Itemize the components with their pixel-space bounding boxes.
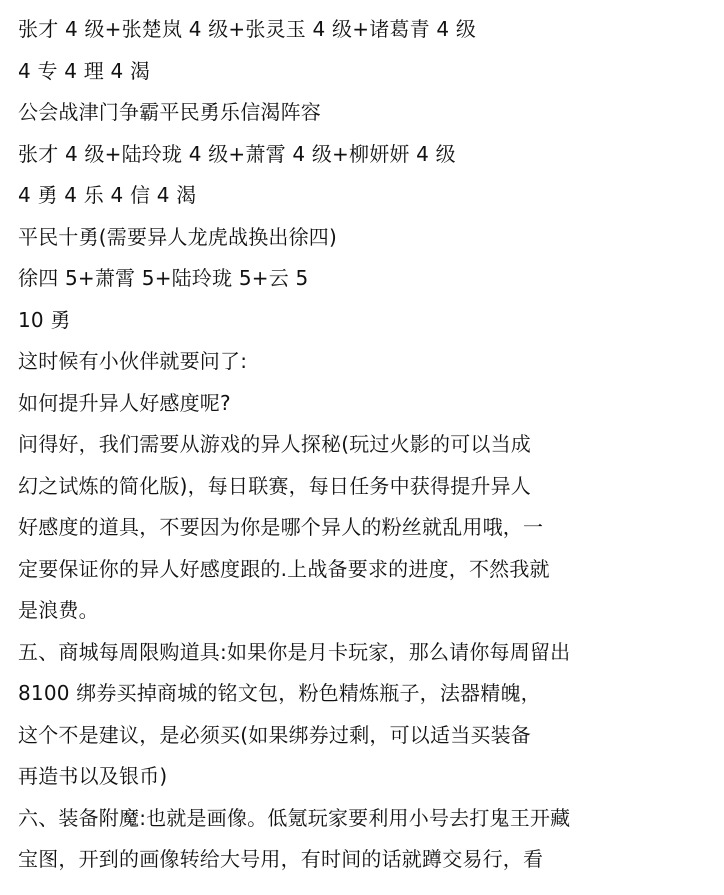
- section-heading: 公会战津门争霸平民勇乐信渴阵容: [18, 100, 321, 124]
- text-line: 张才 4 级+陆玲珑 4 级+萧霄 4 级+柳妍妍 4 级: [18, 141, 456, 166]
- text-line: 4 勇 4 乐 4 信 4 渴: [18, 183, 197, 207]
- paragraph-line: 再造书以及银币): [18, 764, 168, 788]
- paragraph-line: 宝图，开到的画像转给大号用，有时间的话就蹲交易行，看: [18, 847, 544, 871]
- paragraph-line: 好感度的道具，不要因为你是哪个异人的粉丝就乱用哦，一: [18, 515, 544, 539]
- text-line: 这时候有小伙伴就要问了:: [18, 349, 248, 373]
- paragraph-line: 这个不是建议，是必须买(如果绑券过剩，可以适当买装备: [18, 722, 532, 747]
- paragraph-line: 定要保证你的异人好感度跟的.上战备要求的进度，不然我就: [18, 556, 550, 581]
- section-heading: 平民十勇(需要异人龙虎战换出徐四): [18, 224, 338, 249]
- paragraph-line: 幻之试炼的简化版)，每日联赛，每日任务中获得提升异人: [18, 473, 532, 498]
- text-line: 如何提升异人好感度呢?: [18, 390, 231, 415]
- paragraph-line: 五、商城每周限购道具:如果你是月卡玩家，那么请你每周留出: [18, 639, 571, 664]
- text-line: 10 勇: [18, 307, 71, 332]
- paragraph-line: 问得好，我们需要从游戏的异人探秘(玩过火影的可以当成: [18, 432, 532, 456]
- text-line: 4 专 4 理 4 渴: [18, 58, 151, 83]
- paragraph-line: 是浪费。: [18, 598, 99, 622]
- paragraph-line: 8100 绑券买掉商城的铭文包，粉色精炼瓶子，法器精魄，: [18, 681, 541, 705]
- article-body: [18, 9, 718, 881]
- text-line: 张才 4 级+张楚岚 4 级+张灵玉 4 级+诸葛青 4 级: [18, 17, 477, 41]
- paragraph-line: 六、装备附魔:也就是画像。低氪玩家要利用小号去打鬼王开藏: [18, 805, 571, 830]
- text-line: 徐四 5+萧霄 5+陆玲珑 5+云 5: [18, 266, 309, 290]
